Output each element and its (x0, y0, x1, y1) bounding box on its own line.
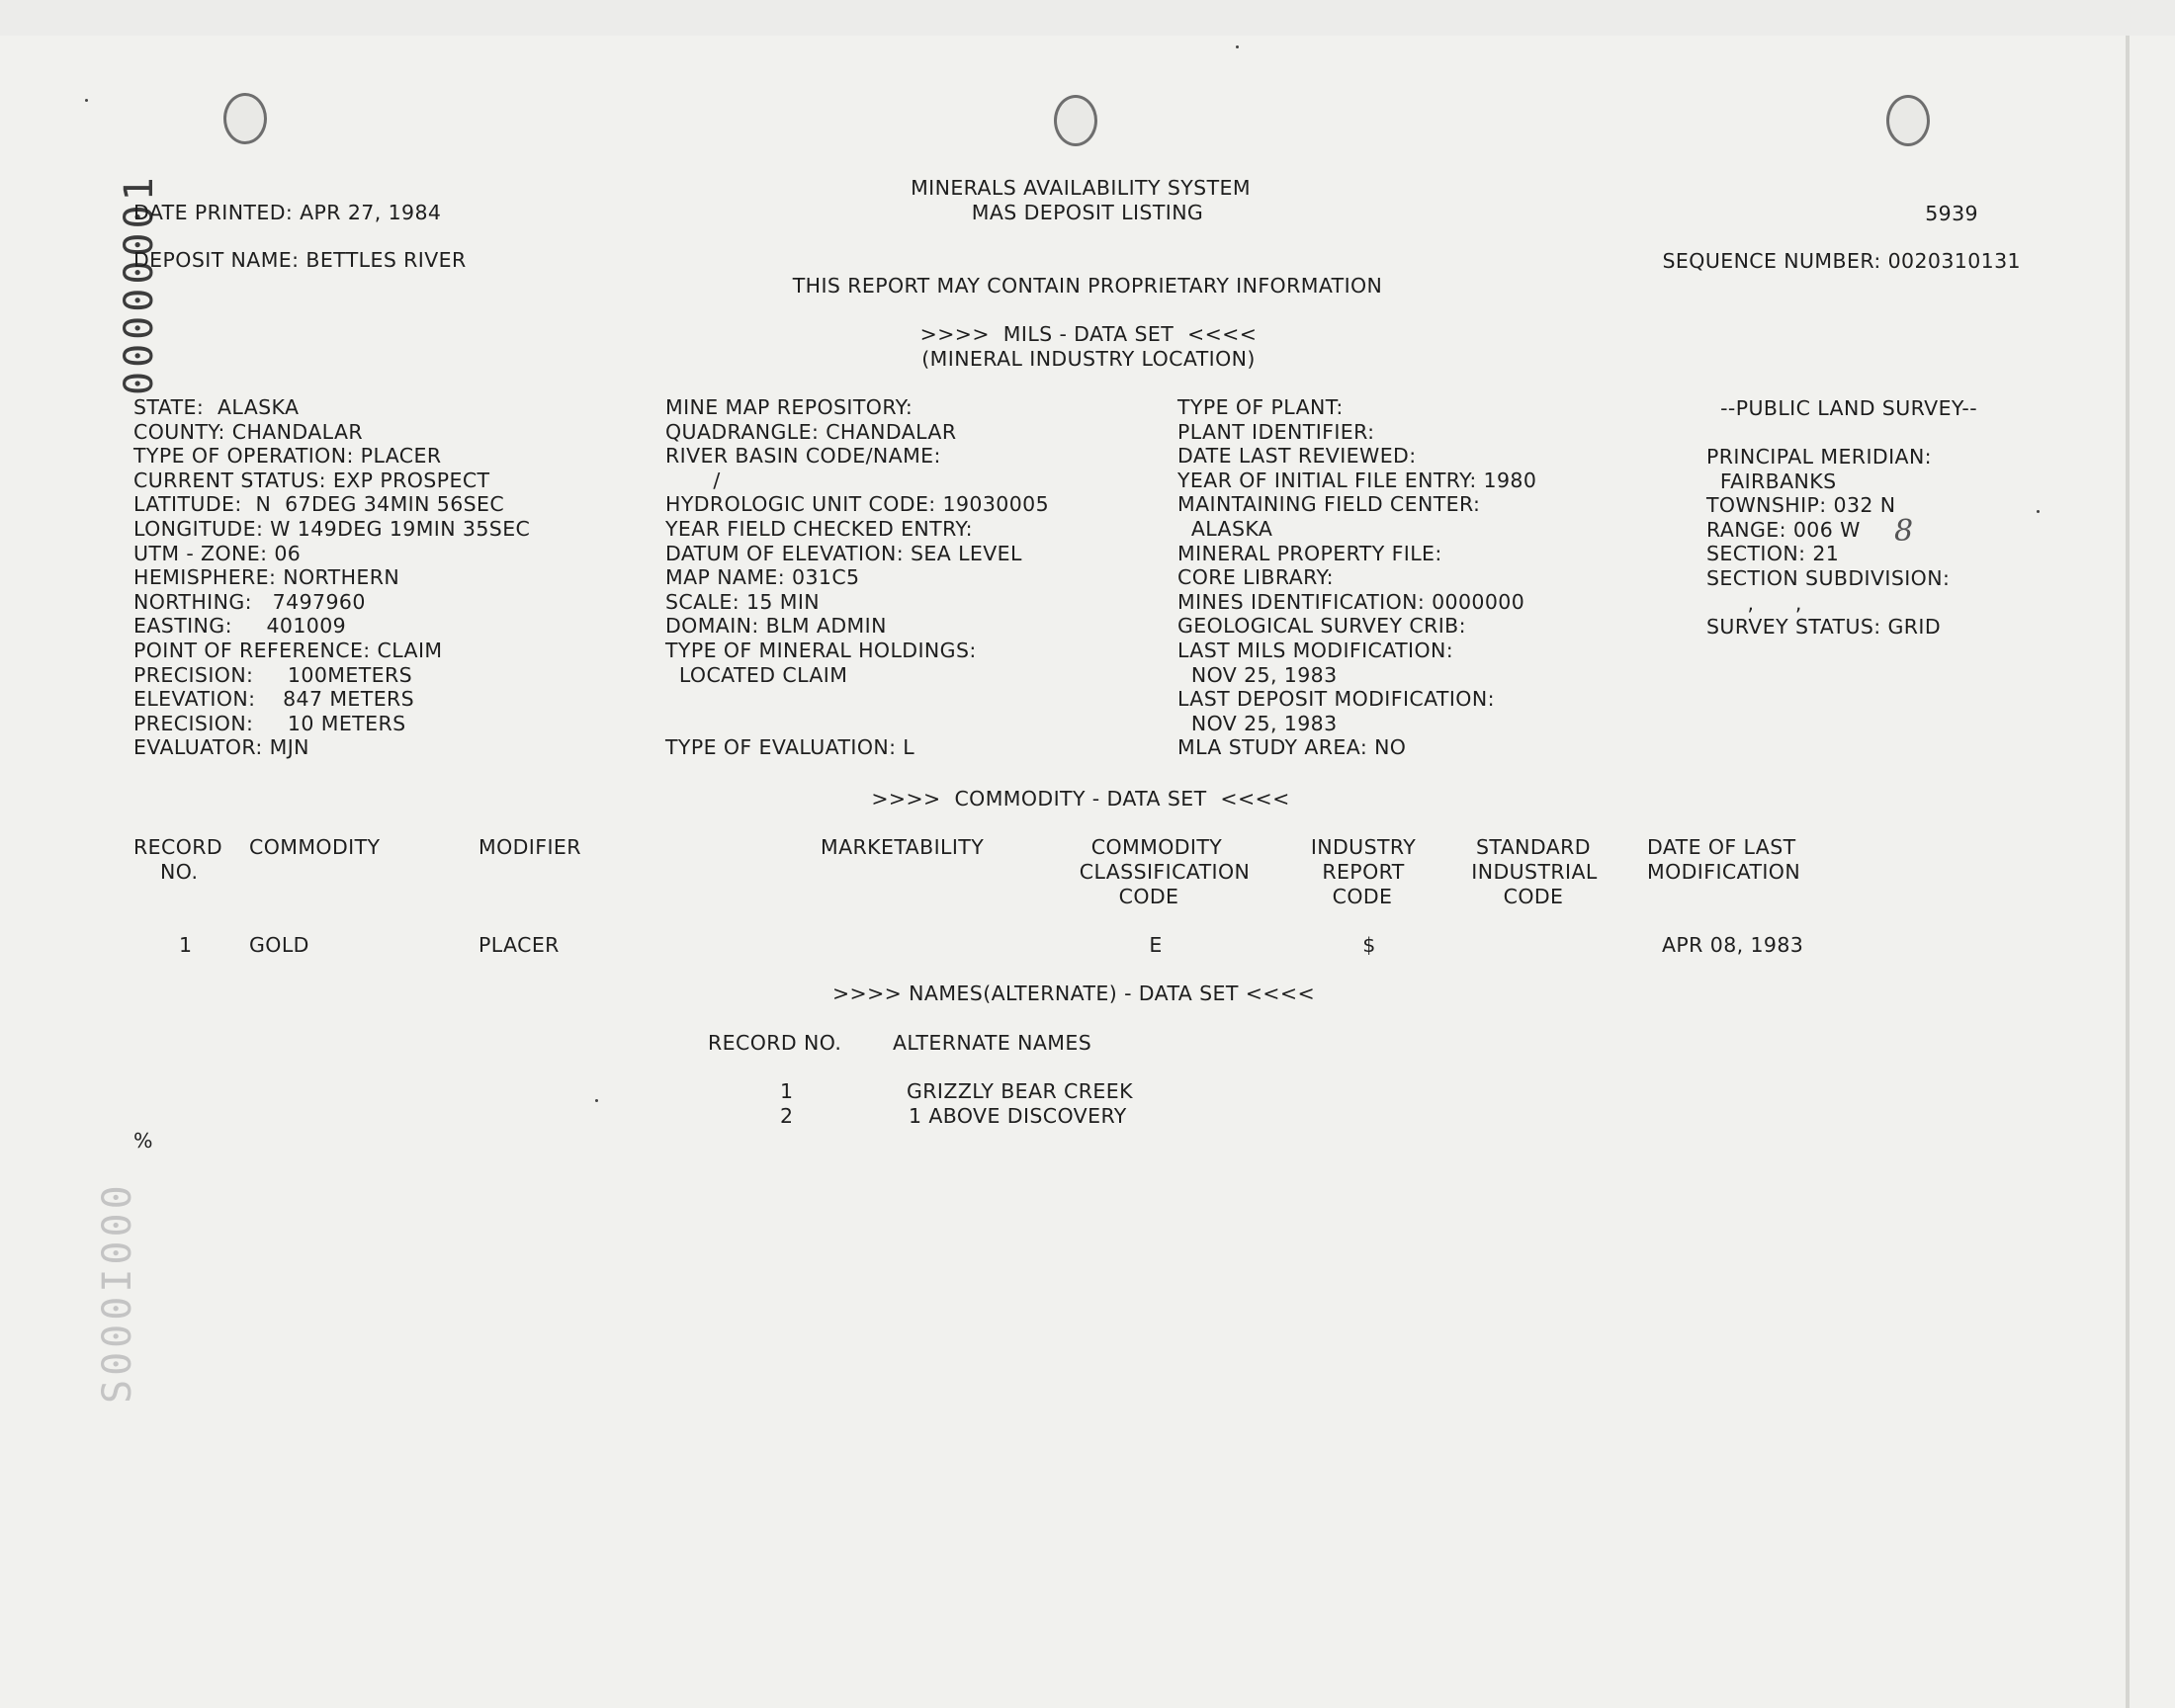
alternate-name: GRIZZLY BEAR CREEK (907, 1079, 1133, 1103)
listing-title: MAS DEPOSIT LISTING (971, 201, 1204, 224)
field-line: RANGE: 006 W (1706, 517, 1861, 542)
field-line: COUNTY: CHANDALAR (133, 419, 364, 444)
field-line: POINT OF REFERENCE: CLAIM (133, 639, 443, 662)
col-header-record: RECORD (133, 835, 223, 859)
field-line: UTM - ZONE: 06 (133, 541, 302, 565)
field-line: GEOLOGICAL SURVEY CRIB: (1177, 614, 1466, 639)
col-header-industry-2: REPORT (1322, 860, 1405, 884)
field-line: TYPE OF EVALUATION: L (665, 735, 915, 760)
field-line: LONGITUDE: W 149DEG 19MIN 35SEC (133, 517, 531, 541)
field-line: TOWNSHIP: 032 N (1706, 493, 1896, 518)
field-line: PRINCIPAL MERIDIAN: (1706, 445, 1932, 469)
sequence-number: SEQUENCE NUMBER: 0020310131 (1662, 249, 2021, 273)
field-line: / (665, 468, 721, 492)
col-header-date-last-1: DATE OF LAST (1647, 835, 1796, 859)
field-line: MINERAL PROPERTY FILE: (1177, 541, 1442, 565)
field-line: LAST DEPOSIT MODIFICATION: (1177, 687, 1495, 712)
field-line: TYPE OF MINERAL HOLDINGS: (665, 639, 977, 662)
field-line: PLANT IDENTIFIER: (1177, 419, 1375, 444)
commodity-classification-code: E (1149, 933, 1163, 957)
speck (2037, 510, 2040, 513)
field-line: SURVEY STATUS: GRID (1706, 615, 1942, 640)
col-header-industry-1: INDUSTRY (1310, 835, 1417, 859)
field-line: FAIRBANKS (1706, 469, 1837, 493)
field-line: ELEVATION: 847 METERS (133, 687, 415, 712)
field-line: MAINTAINING FIELD CENTER: (1177, 492, 1481, 517)
alternate-name-record: 2 (780, 1104, 794, 1128)
col-header-classification-3: CODE (1118, 885, 1179, 908)
punch-hole (223, 93, 267, 144)
col-header-sic-2: INDUSTRIAL (1471, 860, 1598, 884)
commodity-heading: >>>> COMMODITY - DATA SET <<<< (871, 787, 1290, 811)
field-line: MINE MAP REPOSITORY: (665, 395, 914, 419)
col-header-marketability: MARKETABILITY (821, 835, 985, 859)
names-heading: >>>> NAMES(ALTERNATE) - DATA SET <<<< (831, 982, 1316, 1005)
field-line: PRECISION: 10 METERS (133, 711, 406, 735)
field-line: CORE LIBRARY: (1177, 565, 1334, 590)
field-line: RIVER BASIN CODE/NAME: (665, 444, 941, 469)
commodity-date-last-modification: APR 08, 1983 (1662, 933, 1804, 957)
speck (85, 99, 88, 102)
mils-heading: >>>> MILS - DATA SET <<<< (919, 322, 1258, 346)
field-line: HEMISPHERE: NORTHERN (133, 565, 400, 590)
footer-mark: % (133, 1129, 153, 1153)
field-line: DATUM OF ELEVATION: SEA LEVEL (665, 541, 1022, 565)
field-line: , , (1706, 590, 1802, 615)
field-line: YEAR OF INITIAL FILE ENTRY: 1980 (1177, 468, 1537, 492)
field-line: LOCATED CLAIM (665, 662, 848, 687)
field-line: MAP NAME: 031C5 (665, 565, 860, 590)
col-header-classification-1: COMMODITY (1090, 835, 1223, 859)
commodity-industry-code: $ (1362, 933, 1376, 957)
field-line: MLA STUDY AREA: NO (1177, 735, 1407, 760)
field-line: SECTION: 21 (1706, 542, 1840, 566)
field-line: LAST MILS MODIFICATION: (1177, 639, 1454, 662)
faint-side-stamp: S000I000 (95, 1181, 140, 1404)
punch-hole (1886, 95, 1930, 146)
field-line: DOMAIN: BLM ADMIN (665, 614, 887, 639)
alternate-name: 1 ABOVE DISCOVERY (909, 1104, 1127, 1128)
field-line: MINES IDENTIFICATION: 0000000 (1177, 589, 1525, 614)
speck (1236, 45, 1239, 48)
field-line: EVALUATOR: MJN (133, 735, 309, 760)
field-line: DATE LAST REVIEWED: (1177, 444, 1417, 469)
field-line: PRECISION: 100METERS (133, 662, 413, 687)
field-line: TYPE OF PLANT: (1177, 395, 1344, 419)
page-number: 5939 (1925, 202, 1978, 225)
field-line: CURRENT STATUS: EXP PROSPECT (133, 468, 490, 492)
field-line: HYDROLOGIC UNIT CODE: 19030005 (665, 492, 1050, 517)
commodity-record-no: 1 (179, 933, 193, 957)
field-line: LATITUDE: N 67DEG 34MIN 56SEC (133, 492, 505, 517)
commodity-modifier: PLACER (478, 933, 560, 957)
field-line: NOV 25, 1983 (1177, 662, 1338, 687)
field-line: STATE: ALASKA (133, 395, 300, 419)
field-line: ALASKA (1177, 517, 1273, 541)
alternate-name-record: 1 (780, 1079, 794, 1103)
col-header-date-last-2: MODIFICATION (1647, 860, 1801, 884)
range-handwritten-correction: 8 (1894, 514, 1914, 549)
names-record-header: RECORD NO. (708, 1031, 842, 1055)
names-alternate-header: ALTERNATE NAMES (893, 1031, 1092, 1055)
field-line: EASTING: 401009 (133, 614, 347, 639)
field-line: NORTHING: 7497960 (133, 589, 366, 614)
field-line: NOV 25, 1983 (1177, 711, 1338, 735)
field-line: SECTION SUBDIVISION: (1706, 566, 1951, 590)
public-land-survey-heading: --PUBLIC LAND SURVEY-- (1720, 396, 1977, 420)
deposit-name: DEPOSIT NAME: BETTLES RIVER (133, 248, 467, 272)
col-header-modifier: MODIFIER (478, 835, 581, 859)
field-line: QUADRANGLE: CHANDALAR (665, 419, 957, 444)
field-line: TYPE OF OPERATION: PLACER (133, 444, 442, 469)
date-printed: DATE PRINTED: APR 27, 1984 (133, 201, 442, 224)
col-header-industry-3: CODE (1332, 885, 1393, 908)
side-stamp: 00000001 (117, 173, 162, 395)
col-header-record-no: NO. (160, 860, 199, 884)
col-header-classification-2: CLASSIFICATION (1079, 860, 1251, 884)
field-line: SCALE: 15 MIN (665, 589, 821, 614)
mils-subheading: (MINERAL INDUSTRY LOCATION) (921, 347, 1256, 371)
system-title: MINERALS AVAILABILITY SYSTEM (911, 176, 1251, 200)
field-line: YEAR FIELD CHECKED ENTRY: (665, 517, 973, 541)
col-header-sic-1: STANDARD (1476, 835, 1591, 859)
speck (595, 1099, 598, 1102)
proprietary-notice: THIS REPORT MAY CONTAIN PROPRIETARY INFORMATION (792, 274, 1383, 298)
punch-hole (1054, 95, 1097, 146)
col-header-sic-3: CODE (1503, 885, 1564, 908)
commodity-name: GOLD (249, 933, 309, 957)
sheet-edge (2126, 36, 2130, 1708)
col-header-commodity: COMMODITY (249, 835, 381, 859)
